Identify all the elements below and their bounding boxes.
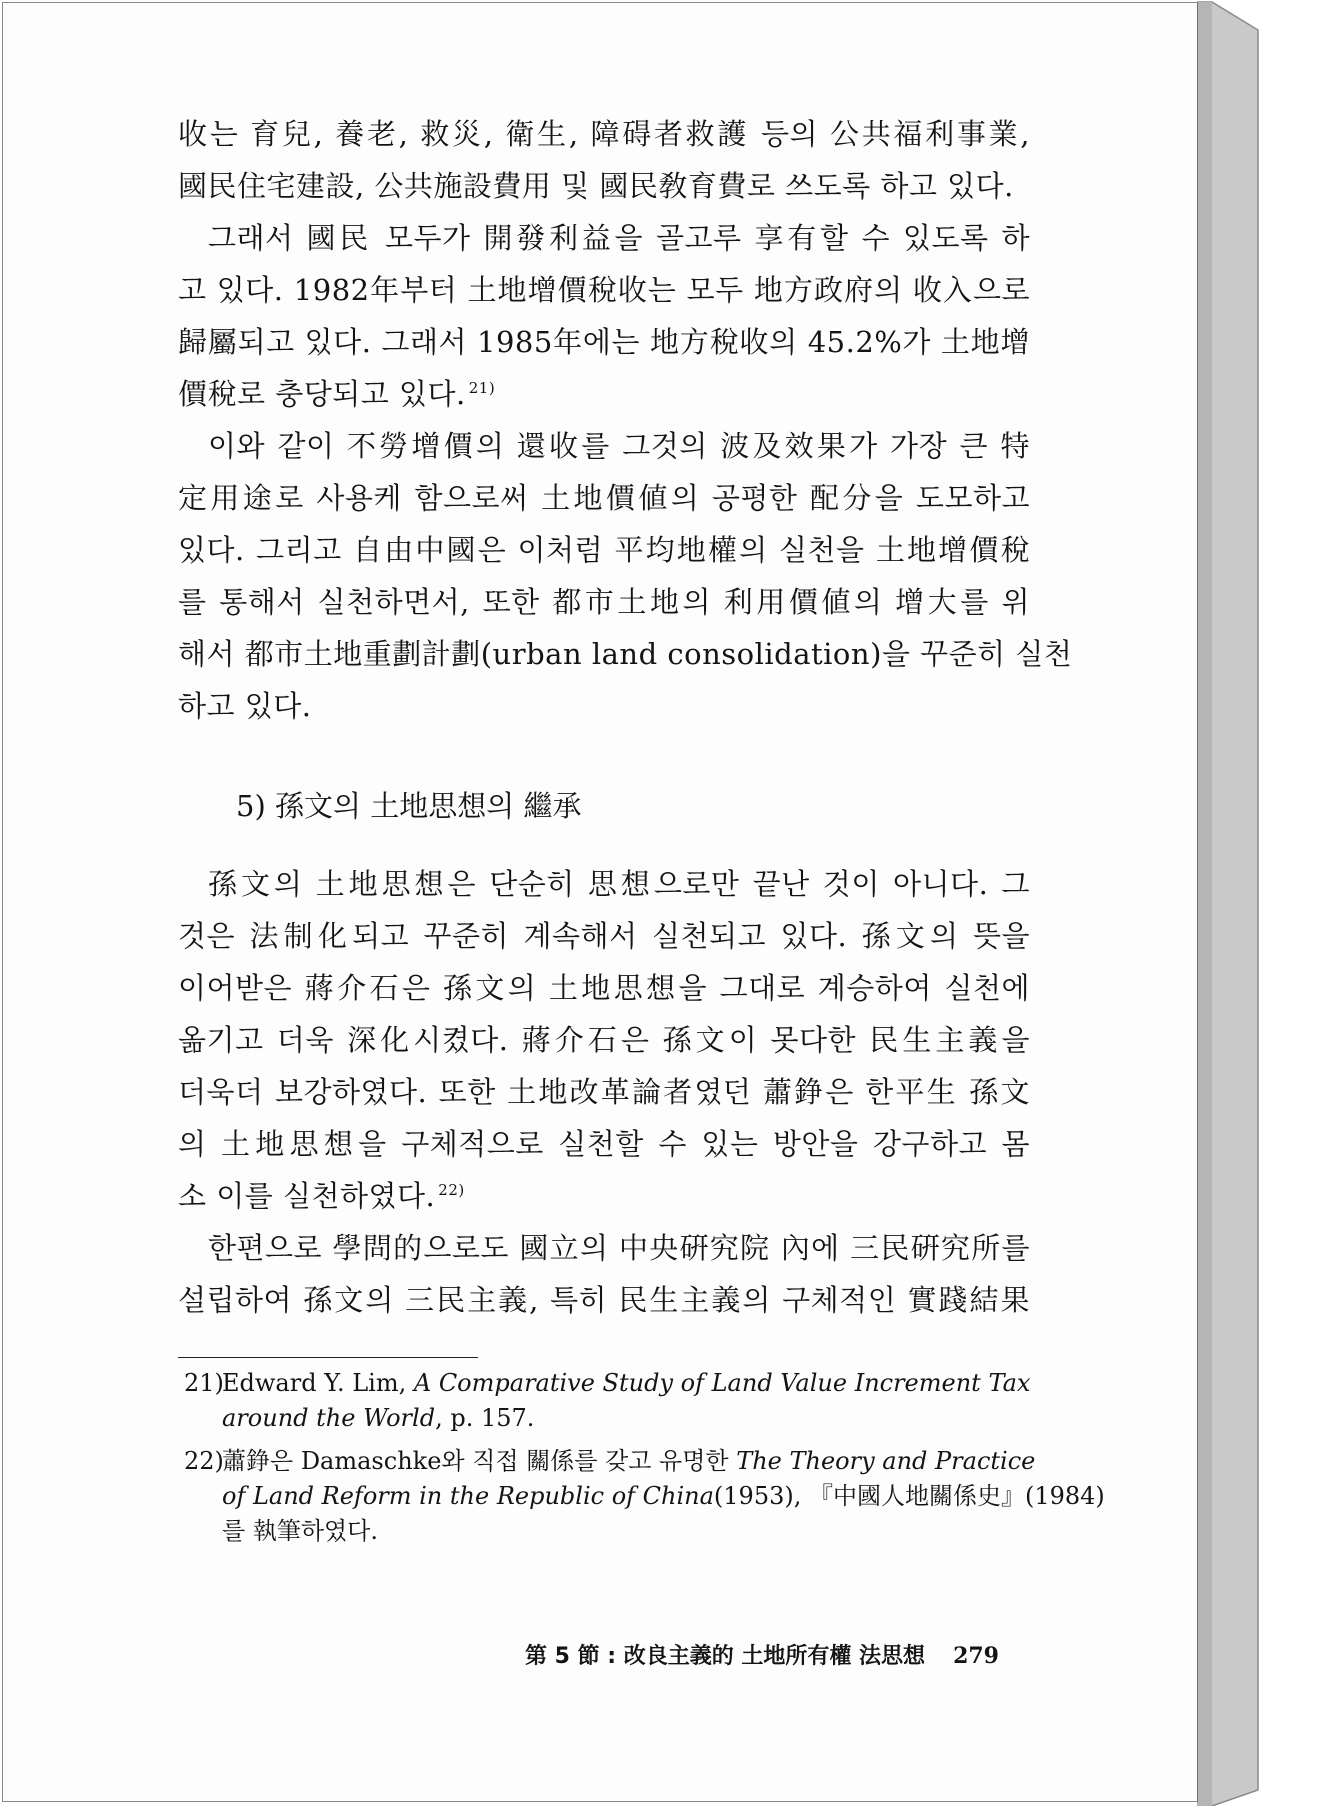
text-line: 있다. 그리고 自由中國은 이처럼 平均地權의 실천을 土地增價稅 [178, 533, 1030, 567]
text-line-content: 價稅로 충당되고 있다. [178, 377, 466, 411]
footnote-page: , p. 157. [435, 1404, 535, 1432]
text-line: 그래서 國民 모두가 開發利益을 골고루 享有할 수 있도록 하 [208, 221, 1030, 255]
page-number: 279 [953, 1643, 999, 1669]
paragraph-sun-yatsen-legacy [178, 858, 1030, 1222]
text-line: 의 土地思想을 구체적으로 실천할 수 있는 방안을 강구하고 몸 [178, 1127, 1030, 1161]
footnote-line [184, 1479, 1105, 1514]
text-line: 옮기고 더욱 深化시켰다. 蔣介石은 孫文이 못다한 民生主義을 [178, 1023, 1030, 1057]
footnote-ref-21[interactable]: 21) [468, 379, 496, 398]
footnote-title: The Theory and Practice [736, 1447, 1036, 1475]
text-line: 를 통해서 실천하면서, 또한 都市土地의 利用價値의 增大를 위 [178, 585, 1030, 619]
footnote-line [184, 1366, 1030, 1401]
text-line: 한편으로 學問的으로도 國立의 中央硏究院 內에 三民硏究所를 [208, 1231, 1030, 1265]
footnote-line [184, 1444, 1036, 1479]
text-line: 國民住宅建設, 公共施設費用 및 國民敎育費로 쓰도록 하고 있다. [178, 169, 1014, 203]
text-line: 것은 法制化되고 꾸준히 계속해서 실천되고 있다. 孫文의 뜻을 [178, 919, 1030, 953]
paragraph-urban-land [178, 420, 1073, 732]
text-line: 하고 있다. [178, 689, 312, 723]
text-line-content: 소 이를 실천하였다. [178, 1179, 436, 1213]
footnote-text: (1953), 『中國人地關係史』(1984) [713, 1482, 1105, 1510]
footer-section-title: 第 5 節 : 改良主義的 土地所有權 法思想 [525, 1644, 926, 1669]
text-line [178, 368, 1030, 420]
text-line: 收는 育兒, 養老, 救災, 衛生, 障碍者救護 등의 公共福利事業, [178, 117, 1030, 151]
text-line: 定用途로 사용케 함으로써 土地價値의 공평한 配分을 도모하고 [178, 481, 1030, 515]
footnote-number: 21) [184, 1369, 224, 1397]
running-footer [525, 1638, 999, 1675]
footnote-title: A Comparative Study of Land Value Increment Tax [413, 1369, 1031, 1397]
text-line: 해서 都市土地重劃計劃(urban land consolidation)을 꾸준히 실천 [178, 637, 1073, 671]
text-line: 孫文의 土地思想은 단순히 思想으로만 끝난 것이 아니다. 그 [208, 867, 1030, 901]
text-line: 설립하여 孫文의 三民主義, 특히 民生主義의 구체적인 實踐結果 [178, 1283, 1030, 1317]
footnote-22 [184, 1444, 1105, 1549]
section-heading: 5) 孫文의 土地思想의 繼承 [236, 789, 582, 823]
footnote-line: 를 執筆하였다. [222, 1517, 378, 1545]
text-line: 고 있다. 1982年부터 土地增價稅收는 모두 地方政府의 收入으로 [178, 273, 1030, 307]
footnote-author: Edward Y. Lim, [222, 1369, 407, 1397]
footnote-title: around the World [222, 1404, 436, 1432]
footnote-text: 蕭錚은 Damaschke와 직접 關係를 갖고 유명한 [222, 1447, 737, 1475]
footnote-divider [178, 1357, 478, 1358]
footnote-21 [184, 1366, 1030, 1436]
footnote-ref-22[interactable]: 22) [438, 1181, 465, 1200]
text-line: 이와 같이 不勞增價의 還收를 그것의 波及效果가 가장 큰 特 [208, 429, 1030, 463]
text-line: 이어받은 蔣介石은 孫文의 土地思想을 그대로 계승하여 실천에 [178, 971, 1030, 1005]
footnote-number: 22) [184, 1447, 224, 1475]
text-line: 더욱더 보강하였다. 또한 土地改革論者였던 蕭錚은 한平生 孫文 [178, 1075, 1030, 1109]
paragraph-continued [178, 108, 1030, 212]
paragraph-development-gains [178, 212, 1030, 420]
footnote-line [184, 1401, 1030, 1436]
text-line: 歸屬되고 있다. 그래서 1985年에는 地方稅收의 45.2%가 土地增 [178, 325, 1030, 359]
text-line [178, 1170, 1030, 1222]
footnote-title: of Land Reform in the Republic of China [222, 1482, 714, 1510]
paragraph-research-institute [178, 1222, 1030, 1326]
